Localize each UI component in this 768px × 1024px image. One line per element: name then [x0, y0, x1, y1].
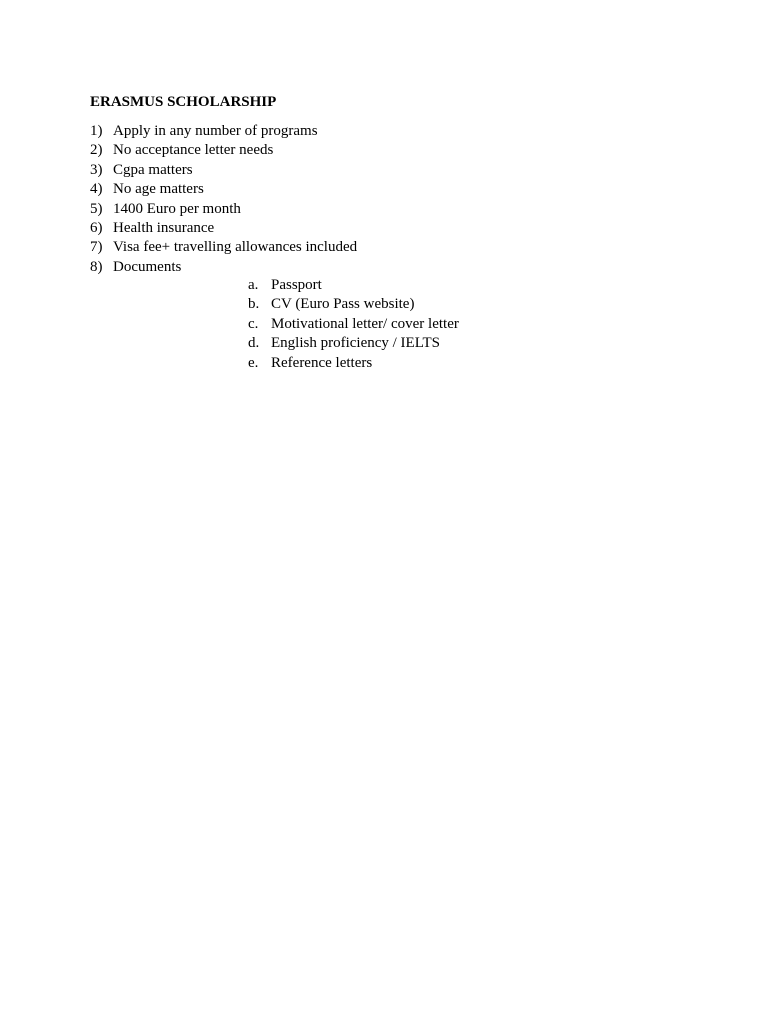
sublist-item [248, 315, 459, 334]
sublist-item-text: Motivational letter/ cover letter [271, 315, 459, 332]
list-item-text: 1400 Euro per month [113, 200, 241, 217]
list-marker: 3) [90, 161, 103, 178]
sublist-item-text: English proficiency / IELTS [271, 335, 440, 352]
document-title: ERASMUS SCHOLARSHIP [90, 94, 277, 110]
list-item-text: Documents [113, 258, 182, 275]
list-item-text: No age matters [113, 181, 204, 198]
sublist-marker: e. [248, 354, 259, 371]
list-item [90, 258, 357, 277]
list-item-text: No acceptance letter needs [113, 142, 274, 159]
sublist-item [248, 295, 459, 314]
sublist-item [248, 354, 459, 373]
list-item-text: Cgpa matters [113, 161, 193, 178]
sublist-item [248, 276, 459, 295]
sublist-marker: a. [248, 277, 259, 293]
list-marker: 7) [90, 239, 103, 256]
sublist-item-text: Passport [271, 277, 322, 293]
list-item [90, 219, 357, 238]
list-item-text: Apply in any number of programs [113, 123, 318, 139]
documents-sublist [248, 276, 459, 373]
list-item [90, 238, 357, 257]
list-marker: 6) [90, 219, 103, 236]
list-item [90, 200, 357, 219]
list-item-text: Health insurance [113, 219, 215, 236]
list-marker: 5) [90, 200, 103, 217]
list-marker: 8) [90, 258, 103, 275]
list-item [90, 122, 357, 141]
list-item-text: Visa fee+ travelling allowances included [113, 239, 358, 256]
list-item [90, 161, 357, 180]
sublist-item-text: Reference letters [271, 354, 373, 371]
list-marker: 2) [90, 142, 103, 159]
sublist-marker: c. [248, 315, 259, 332]
sublist-marker: b. [248, 296, 260, 313]
list-marker: 1) [90, 123, 103, 139]
sublist-marker: d. [248, 335, 260, 352]
list-item [90, 180, 357, 199]
list-item [90, 141, 357, 160]
list-marker: 4) [90, 181, 103, 198]
numbered-list [90, 122, 357, 277]
sublist-item [248, 334, 459, 353]
sublist-item-text: CV (Euro Pass website) [271, 296, 415, 313]
